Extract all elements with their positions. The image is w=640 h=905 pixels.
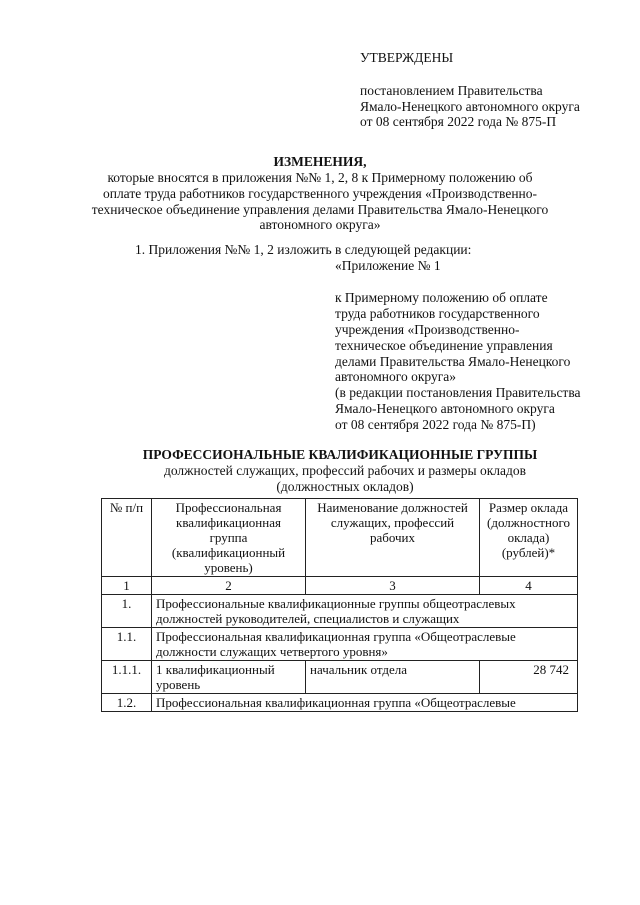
- approval-line: постановлением Правительства: [360, 83, 543, 98]
- appendix-line: автономного округа»: [335, 369, 456, 384]
- row-number: 1.2.: [102, 694, 152, 712]
- appendix-line: от 08 сентября 2022 года № 875-П): [335, 417, 536, 432]
- appendix-line: труда работников государственного: [335, 306, 540, 321]
- section-subtitle: (должностных окладов): [276, 479, 414, 494]
- approval-line: от 08 сентября 2022 года № 875-П: [360, 114, 557, 129]
- row-text: Профессиональная квалификационная группа «Общеотраслевые должности служащих четвертого уровня»: [152, 628, 578, 661]
- section-title: ПРОФЕССИОНАЛЬНЫЕ КВАЛИФИКАЦИОННЫЕ ГРУППЫ: [142, 447, 538, 462]
- row-salary: 28 742: [480, 661, 578, 694]
- table-row: [102, 694, 578, 712]
- appendix-line: техническое объединение управления: [335, 338, 553, 353]
- row-position: начальник отдела: [306, 661, 480, 694]
- header-num: № п/п: [102, 499, 152, 577]
- table-row: [102, 595, 578, 628]
- changes-line: автономного округа»: [259, 217, 381, 232]
- approval-heading: УТВЕРЖДЕНЫ: [360, 50, 454, 65]
- appendix-line: (в редакции постановления Правительства: [335, 385, 581, 400]
- changes-line: оплате труда работников государственного учреждения «Производственно-: [102, 186, 538, 201]
- table-header-row: [102, 499, 578, 577]
- row-group: 1 квалификационный уровень: [152, 661, 306, 694]
- appendix-line: делами Правительства Ямало-Ненецкого: [335, 354, 571, 369]
- column-number: 4: [480, 577, 578, 595]
- appendix-line: учреждения «Производственно-: [335, 322, 520, 337]
- approval-line: Ямало-Ненецкого автономного округа: [360, 99, 580, 114]
- appendix-line: Ямало-Ненецкого автономного округа: [335, 401, 555, 416]
- pkg-table: [101, 498, 578, 712]
- section-subtitle: должностей служащих, профессий рабочих и размеры окладов: [163, 463, 527, 478]
- table-column-numbers-row: [102, 577, 578, 595]
- changes-line: которые вносятся в приложения №№ 1, 2, 8 к Примерному положению об: [107, 170, 533, 185]
- item-1-text: 1. Приложения №№ 1, 2 изложить в следующей редакции:: [135, 242, 472, 257]
- row-text: Профессиональная квалификационная группа «Общеотраслевые: [152, 694, 578, 712]
- table-row: [102, 628, 578, 661]
- changes-line: техническое объединение управления делами Правительства Ямало-Ненецкого: [91, 202, 549, 217]
- appendix-title: «Приложение № 1: [335, 258, 441, 273]
- column-number: 2: [152, 577, 306, 595]
- header-group: Профессиональная квалификационная группа (квалификационный уровень): [152, 499, 306, 577]
- table-row: [102, 661, 578, 694]
- changes-title: ИЗМЕНЕНИЯ,: [273, 154, 367, 169]
- column-number: 1: [102, 577, 152, 595]
- header-position: Наименование должностей служащих, профессий рабочих: [306, 499, 480, 577]
- row-number: 1.: [102, 595, 152, 628]
- appendix-line: к Примерному положению об оплате: [335, 290, 548, 305]
- header-salary: Размер оклада (должностного оклада) (рублей)*: [480, 499, 578, 577]
- row-number: 1.1.: [102, 628, 152, 661]
- row-number: 1.1.1.: [102, 661, 152, 694]
- row-text: Профессиональные квалификационные группы общеотраслевых должностей руководителей, специалистов и служащих: [152, 595, 578, 628]
- column-number: 3: [306, 577, 480, 595]
